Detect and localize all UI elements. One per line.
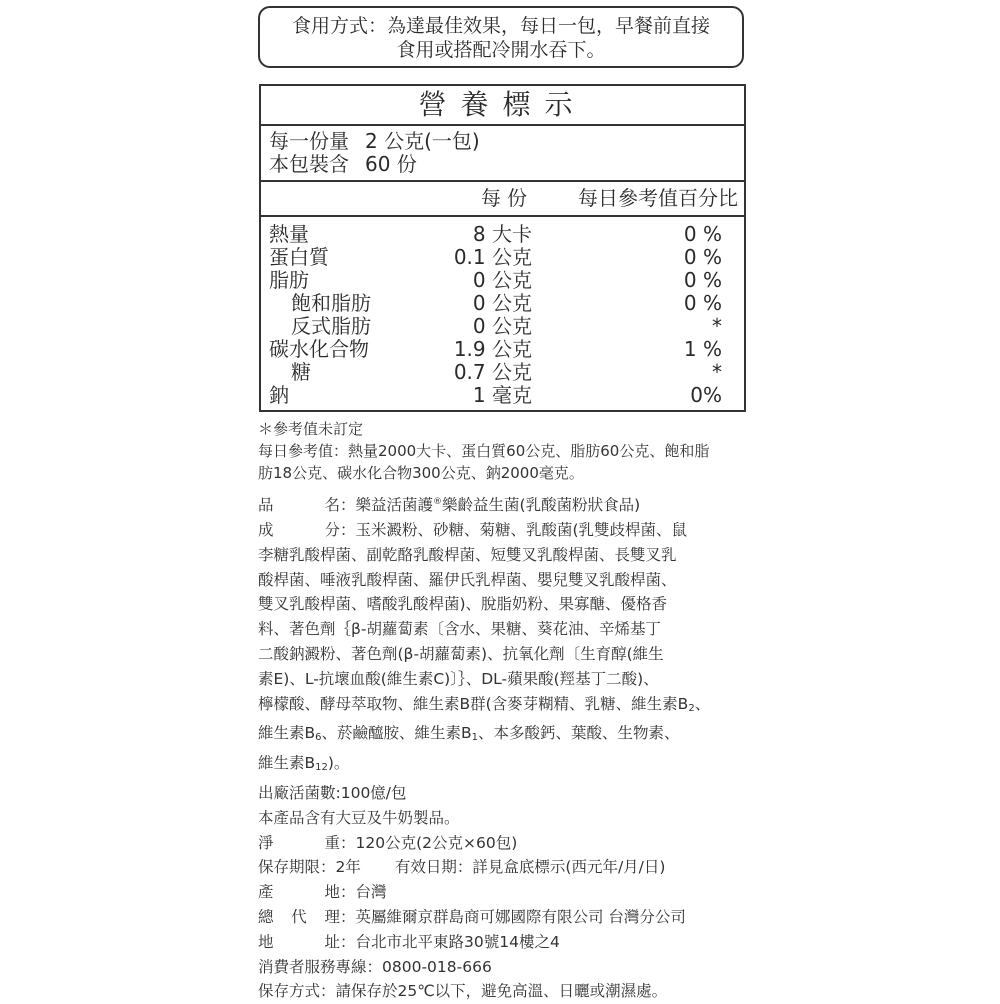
expiry-label: 有效日期 — [394, 858, 457, 877]
usage-line-1: 食用方式：為達最佳效果，每日一包，早餐前直接 — [291, 15, 710, 37]
nutrition-facts-table — [259, 84, 746, 412]
nutrient-percent: 0% — [690, 383, 722, 407]
label-char: 淨 — [258, 833, 274, 852]
nutrient-amount: 0 公克 — [472, 291, 532, 315]
ingredients-text: 維生素B — [258, 754, 316, 773]
usage-instructions-box — [258, 6, 744, 68]
subscript: 1 — [471, 732, 479, 744]
nutrient-row-carbohydrate — [261, 338, 744, 361]
storage-value: ：請保存於25℃以下，避免高溫、日曬或潮濕處。 — [320, 982, 668, 1001]
nutrient-name: 碳水化合物 — [269, 337, 369, 361]
nutrient-name: 蛋白質 — [269, 245, 329, 269]
label-char: 品 — [258, 496, 274, 515]
origin-value: ：台灣 — [340, 883, 387, 902]
servings-per-pack-value: 60 份 — [365, 152, 417, 176]
ingredients-text: 檸檬酸、酵母萃取物、維生素B群(含麥芽糊精、乳糖、維生素B — [258, 694, 689, 713]
ingredients-text: )。 — [327, 754, 350, 773]
product-name-value: ：樂益活菌護 — [340, 496, 434, 515]
nutrient-amount: 0 公克 — [472, 268, 532, 292]
shelf-life-value: ：2年 — [320, 858, 361, 877]
label-char: 代 — [291, 907, 307, 926]
ingredients-text: 維生素B — [258, 724, 316, 743]
ingredients-line: 雙叉乳酸桿菌、嗜酸乳酸桿菌)、脫脂奶粉、果寡醣、優格香 — [258, 595, 668, 614]
subscript: 2 — [688, 702, 695, 714]
label-char: 地 — [258, 932, 274, 951]
ingredients-line: 料、著色劑｛β-胡蘿蔔素〔含水、果糖、葵花油、辛烯基丁 — [258, 620, 661, 639]
nutrition-column-header — [261, 182, 744, 217]
daily-reference-line-2: 肪18公克、碳水化合物300公克、鈉2000毫克。 — [258, 464, 584, 482]
nutrient-rows — [261, 217, 744, 407]
nutrient-name: 糖 — [291, 360, 311, 384]
product-name-value-rest: 樂齡益生菌(乳酸菌粉狀食品) — [442, 496, 641, 515]
nutrient-percent: 0 % — [683, 268, 722, 292]
product-info — [258, 490, 758, 1004]
nutrient-name: 反式脂肪 — [291, 314, 371, 338]
asterisk-note: ＊參考值未訂定 — [258, 420, 364, 438]
nutrient-percent: 0 % — [683, 222, 722, 246]
ingredients-line: 酸桿菌、唾液乳酸桿菌、羅伊氏乳桿菌、嬰兒雙叉乳酸桿菌、 — [258, 570, 677, 589]
address — [258, 930, 758, 955]
label-char: 產 — [258, 883, 274, 902]
live-bacteria-count: 出廠活菌數:100億/包 — [258, 783, 407, 802]
ingredients-line: 李糖乳酸桿菌、副乾酪乳酸桿菌、短雙叉乳酸桿菌、長雙叉乳 — [258, 545, 677, 564]
nutrient-row-sugar — [261, 361, 744, 384]
ingredients-text: ：玉米澱粉、砂糖、菊糖、乳酸菌(乳雙歧桿菌、鼠 — [340, 520, 688, 539]
address-value: ：台北市北平東路30號14樓之4 — [340, 932, 560, 951]
label-char: 名 — [324, 496, 340, 515]
ingredients-text: 、 — [694, 694, 711, 713]
shelf-life-label: 保存期限 — [258, 858, 321, 877]
product-name — [258, 490, 758, 518]
general-agent — [258, 905, 758, 930]
ingredients-text: 、本多酸鈣、葉酸、生物素、 — [478, 724, 680, 743]
daily-value-header: 每日參考值百分比 — [578, 186, 738, 210]
nutrient-amount: 1 毫克 — [472, 383, 532, 407]
servings-per-pack-label: 本包裝含 — [269, 152, 349, 176]
serving-info — [261, 126, 744, 182]
hotline-value: ：0800-018-666 — [366, 957, 492, 976]
nutrition-notes — [258, 418, 758, 484]
consumer-hotline — [258, 955, 758, 980]
ingredients-line: 二酸鈉澱粉、著色劑(β-胡蘿蔔素)、抗氧化劑〔生育醇(維生 — [258, 644, 664, 663]
nutrient-row-protein — [261, 246, 744, 269]
nutrient-percent: * — [712, 314, 722, 338]
registered-mark: ® — [433, 497, 443, 507]
nutrient-amount: 0 公克 — [472, 314, 532, 338]
origin — [258, 880, 758, 905]
per-serving-header: 每份 — [481, 186, 533, 210]
label-char: 址 — [324, 932, 340, 951]
hotline-label: 消費者服務專線 — [258, 957, 367, 976]
label-char: 重 — [324, 833, 340, 852]
label-char: 總 — [258, 907, 274, 926]
nutrient-name: 飽和脂肪 — [291, 291, 371, 315]
nutrient-name: 脂肪 — [269, 268, 309, 292]
allergen-notice: 本產品含有大豆及牛奶製品。 — [258, 808, 460, 827]
daily-reference-line-1: 每日參考值：熱量2000大卡、蛋白質60公克、脂肪60公克、飽和脂 — [258, 442, 710, 460]
subscript: 6 — [315, 732, 322, 744]
nutrient-row-trans-fat — [261, 315, 744, 338]
nutrition-title: 營養標示 — [261, 86, 744, 126]
nutrient-row-sodium — [261, 384, 744, 407]
ingredients-text: 、菸鹼醯胺、維生素B — [321, 724, 472, 743]
nutrient-name: 鈉 — [269, 383, 289, 407]
net-weight — [258, 831, 758, 856]
nutrient-amount: 0.1 公克 — [453, 245, 532, 269]
label-char: 分 — [324, 520, 340, 539]
expiry-value: ：詳見盒底標示(西元年/月/日) — [456, 858, 666, 877]
nutrient-row-saturated-fat — [261, 292, 744, 315]
nutrient-name: 熱量 — [269, 222, 309, 246]
ingredients-line — [258, 751, 758, 781]
storage-label: 保存方式 — [258, 982, 321, 1001]
nutrient-amount: 0.7 公克 — [453, 360, 532, 384]
nutrient-percent: 0 % — [683, 291, 722, 315]
serving-size-label: 每一份量 — [269, 129, 349, 153]
nutrient-row-fat — [261, 269, 744, 292]
ingredients-line — [258, 721, 758, 751]
label-char: 地 — [324, 883, 340, 902]
shelf-life — [258, 855, 758, 880]
nutrient-row-energy — [261, 223, 744, 246]
nutrient-percent: 1 % — [683, 337, 722, 361]
nutrient-percent: * — [712, 360, 722, 384]
nutrient-amount: 8 大卡 — [472, 222, 532, 246]
label-char: 成 — [258, 520, 274, 539]
ingredients-line — [258, 518, 758, 543]
ingredients-line: 素E)、L-抗壞血酸(維生素C)〕｝、DL-蘋果酸(羥基丁二酸)、 — [258, 669, 659, 688]
net-weight-value: ：120公克(2公克×60包) — [340, 833, 518, 852]
nutrient-percent: 0 % — [683, 245, 722, 269]
storage-method — [258, 979, 758, 1004]
usage-line-2: 食用或搭配冷開水吞下。 — [396, 39, 606, 61]
label-char: 理 — [324, 907, 340, 926]
serving-size-value: 2 公克(一包) — [365, 129, 480, 153]
ingredients-line — [258, 692, 758, 722]
nutrient-amount: 1.9 公克 — [453, 337, 532, 361]
subscript: 12 — [315, 762, 328, 774]
agent-value: ：英屬維爾京群島商可娜國際有限公司 台灣分公司 — [340, 907, 686, 926]
